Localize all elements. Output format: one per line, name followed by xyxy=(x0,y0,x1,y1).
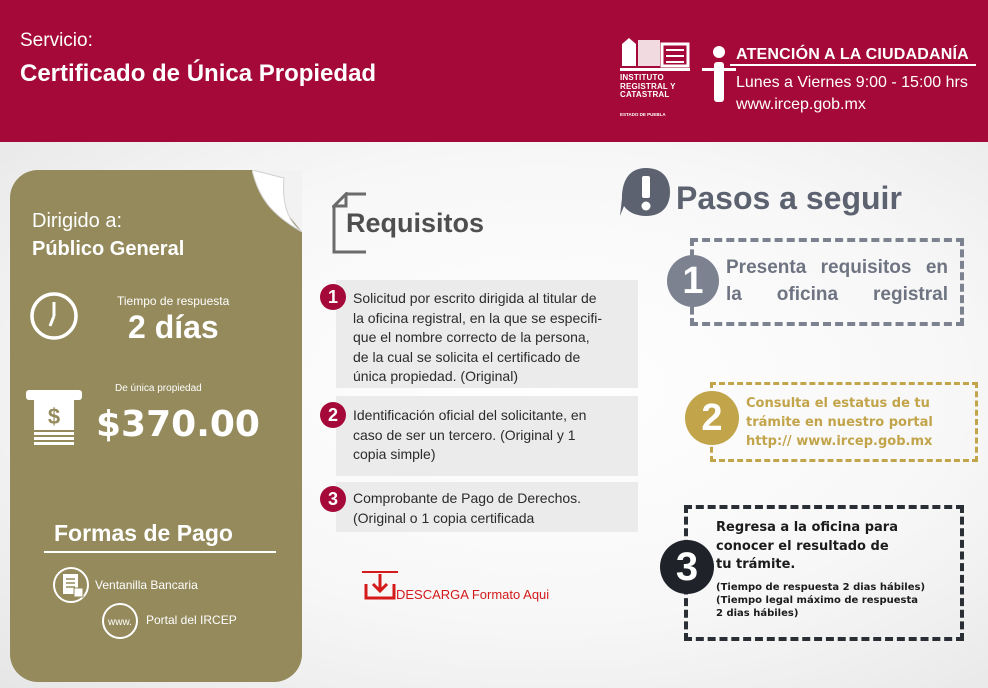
exclamation-icon xyxy=(620,166,672,218)
requirements-title: Requisitos xyxy=(346,208,485,238)
response-time-label: Tiempo de respuesta xyxy=(117,294,230,308)
svg-text:$: $ xyxy=(47,404,61,429)
download-icon[interactable] xyxy=(360,570,400,602)
info-icon xyxy=(702,44,736,106)
page-fold-icon xyxy=(252,170,302,232)
response-time-value: 2 días xyxy=(128,309,219,345)
step-2-text: Consulta el estatus de tu trámite en nuestro portal http:// www.ircep.gob.mx xyxy=(746,396,933,449)
institute-name: INSTITUTO REGISTRAL Y CATASTRAL xyxy=(620,73,676,99)
requirement-1-text: Solicitud por escrito dirigida al titular de la oficina registral, en la que se especifi- que el nombre correcto de la persona, de la cual se solicita el certificado de única propiedad. (Original) xyxy=(353,290,603,384)
requirement-number-3: 3 xyxy=(320,486,346,512)
step-3-note: (Tiempo de respuesta 2 dias hábiles) (Tiempo legal máximo de respuesta 2 dias hábiles) xyxy=(716,582,926,619)
institute-subline: ESTADO DE PUEBLA xyxy=(620,112,666,117)
step-3-text: Regresa a la oficina para conocer el resultado de tu trámite. xyxy=(716,520,898,572)
requirement-3-text: Comprobante de Pago de Derechos. (Original o 1 copia certificada xyxy=(353,490,582,526)
attention-title: ATENCIÓN A LA CIUDADANÍA xyxy=(736,46,969,63)
payment-divider xyxy=(44,551,276,553)
svg-text:www.: www. xyxy=(108,617,132,628)
payment-method-bank: Ventanilla Bancaria xyxy=(95,578,198,592)
attention-divider xyxy=(730,64,976,66)
service-title: Certificado de Única Propiedad xyxy=(20,60,377,87)
cash-payment-icon xyxy=(24,386,84,448)
price-value: $370.00 xyxy=(96,404,260,445)
header-banner xyxy=(0,0,988,142)
step-number-3: 3 xyxy=(660,540,714,594)
requirement-number-2: 2 xyxy=(320,402,346,428)
attention-url[interactable]: www.ircep.gob.mx xyxy=(736,96,866,113)
service-label: Servicio: xyxy=(20,30,93,51)
step-1-text: Presenta requisitos en la oficina registral xyxy=(726,257,948,305)
steps-title: Pasos a seguir xyxy=(676,180,902,216)
download-format-link[interactable]: DESCARGA Formato Aqui xyxy=(396,587,550,602)
payment-methods-title: Formas de Pago xyxy=(54,520,233,546)
step-number-1: 1 xyxy=(667,255,719,307)
step-number-2: 2 xyxy=(685,391,739,445)
requirement-2-text: Identificación oficial del solicitante, en caso de ser un tercero. (Original y 1 copia simple) xyxy=(353,407,587,462)
clock-icon xyxy=(28,290,80,342)
requirement-number-1: 1 xyxy=(320,284,346,310)
www-icon xyxy=(100,602,140,640)
price-label: De única propiedad xyxy=(115,383,202,394)
bank-window-icon xyxy=(52,566,90,604)
attention-hours: Lunes a Viernes 9:00 - 15:00 hrs xyxy=(736,74,968,91)
directed-value: Público General xyxy=(32,238,185,260)
directed-label: Dirigido a: xyxy=(32,210,123,232)
payment-method-portal[interactable]: Portal del IRCEP xyxy=(146,613,237,627)
